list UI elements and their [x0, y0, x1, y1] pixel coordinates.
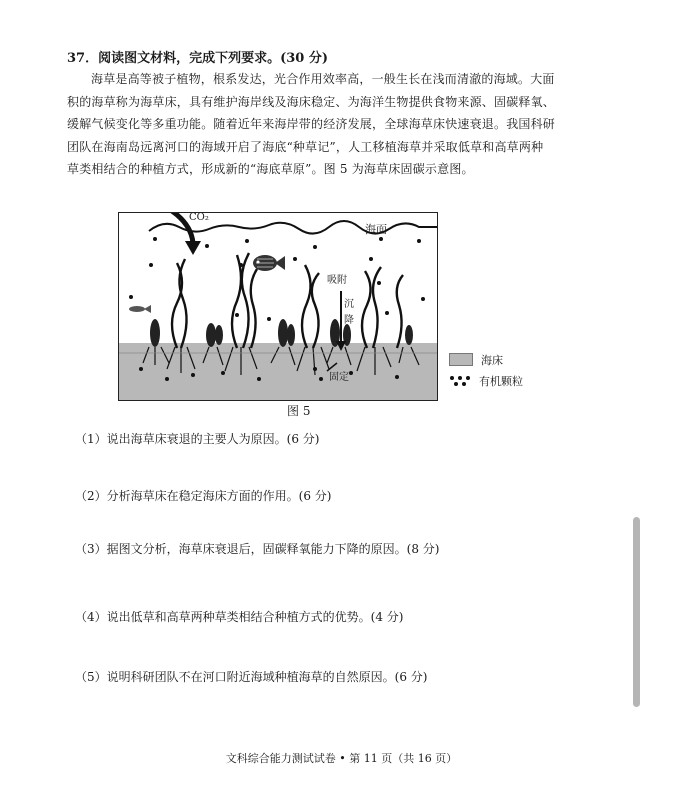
legend-item-seabed: [449, 349, 523, 370]
legend-label-seabed: 海床: [481, 353, 503, 367]
fish-large: [253, 255, 285, 271]
subquestion-2: （2）分析海草床在稳定海床方面的作用。(6 分): [75, 489, 332, 503]
sink-label-2: 降: [344, 315, 354, 326]
diagram-illustration: [119, 213, 437, 400]
seagrass-carbon-diagram: [118, 212, 438, 401]
diagram-legend: [449, 349, 523, 391]
subquestion-5: （5）说明科研团队不在河口附近海域种植海草的自然原因。(6 分): [75, 670, 428, 684]
paragraph-line: 缓解气候变化等多重功能。随着近年来海岸带的经济发展，全球海草床快速衰退。我国科研: [67, 117, 556, 131]
paragraph-line: 团队在海南岛远离河口的海域开启了海底“种草记”，人工移植海草并采取低草和高草两种: [67, 139, 544, 154]
fish-small: [129, 305, 151, 313]
seabed-swatch: [449, 353, 473, 366]
subquestion-4: （4）说出低草和高草两种草类相结合种植方式的优势。(4 分): [75, 610, 404, 624]
legend-item-particles: [449, 370, 523, 391]
water-particles: [129, 237, 425, 341]
co2-arrowhead: [185, 241, 201, 255]
adsorb-label: 吸附: [327, 275, 347, 286]
scrollbar-thumb[interactable]: [633, 517, 640, 707]
sea-surface-label: 海面: [365, 223, 387, 236]
legend-label-particles: 有机颗粒: [479, 374, 523, 388]
paragraph-line: 积的海草称为海草床，具有维护海岸线及海床稳定、为海洋生物提供食物来源、固碳释氧、: [67, 94, 556, 109]
co2-label: CO₂: [189, 212, 209, 223]
question-paragraph: [67, 68, 627, 181]
sink-label-1: 沉: [344, 299, 354, 310]
subquestion-3: （3）据图文分析，海草床衰退后，固碳释氧能力下降的原因。(8 分): [75, 542, 440, 556]
subquestion-1: （1）说出海草床衰退的主要人为原因。(6 分): [75, 432, 320, 446]
paragraph-line: 草类相结合的种植方式，形成新的“海底草原”。图 5 为海草床固碳示意图。: [67, 162, 474, 176]
particles-swatch: [449, 375, 473, 387]
paragraph-line: 海草是高等被子植物，根系发达，光合作用效率高，一般生长在浅而清澈的海域。大面: [91, 72, 555, 86]
figure-caption: 图 5: [287, 404, 311, 418]
page-footer: 文科综合能力测试试卷 • 第 11 页（共 16 页）: [225, 752, 458, 765]
question-title: 37．阅读图文材料，完成下列要求。(30 分): [67, 51, 329, 66]
seabed-band: [119, 343, 437, 400]
fix-label: 固定: [329, 372, 349, 383]
